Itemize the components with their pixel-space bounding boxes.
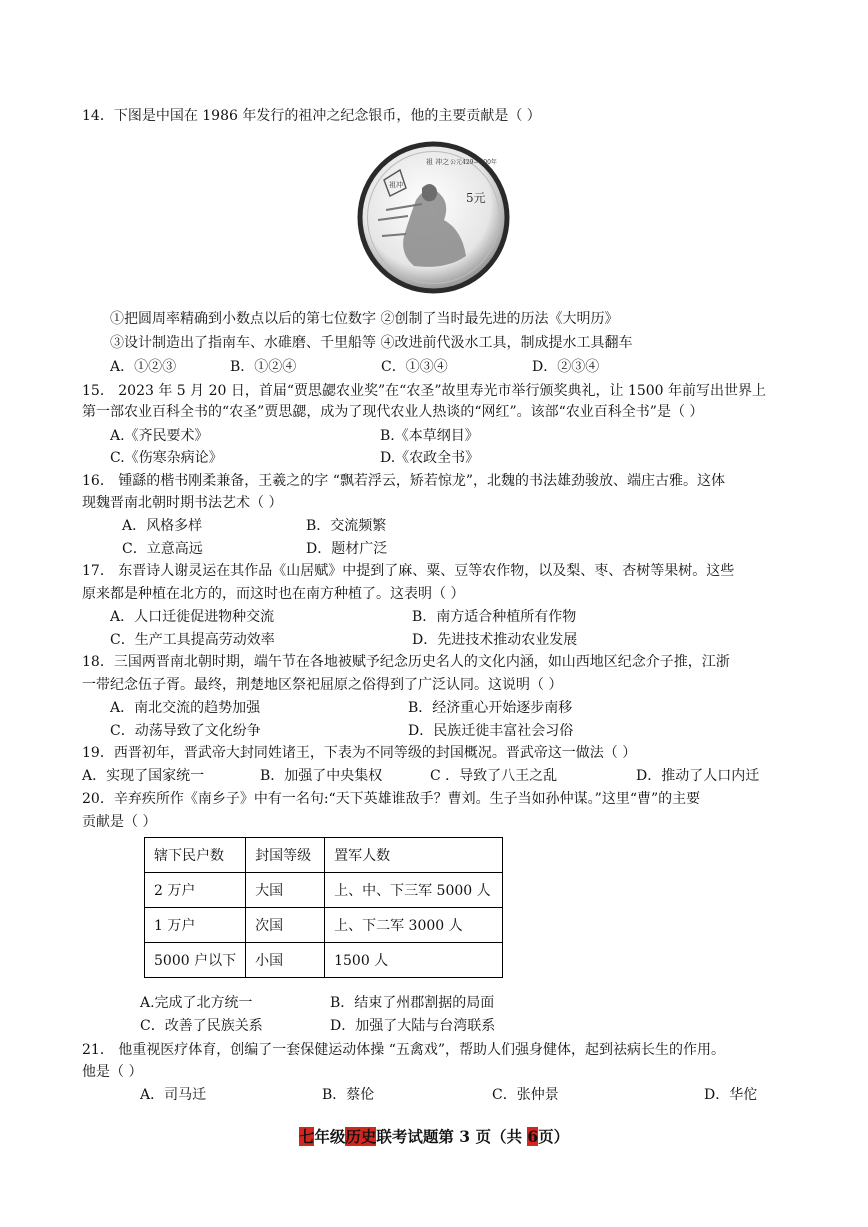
q21-choice-d: D．华佗 — [704, 1087, 758, 1103]
q16-choice-c: C．立意高远 — [122, 541, 203, 557]
q14-choice-b: B．①②④ — [230, 359, 297, 375]
q14-choice-a: A．①②③ — [110, 359, 177, 375]
q18-choice-b: B．经济重心开始逐步南移 — [408, 700, 573, 716]
coin-value: 5元 — [466, 191, 486, 205]
fief-table — [144, 837, 503, 978]
q16-choice-d: D．题材广泛 — [306, 541, 388, 557]
q17-choice-d: D．先进技术推动农业发展 — [412, 632, 578, 648]
q16-choice-a: A．风格多样 — [122, 518, 203, 534]
table-header-cell: 置军人数 — [325, 838, 503, 873]
page-footer — [0, 1125, 868, 1147]
q19-choice-a: A．实现了国家统一 — [82, 768, 205, 784]
q14-choice-c: C．①③④ — [381, 359, 448, 375]
q15-choice-d: D.《农政全书》 — [380, 450, 480, 466]
q17-choice-c: C．生产工具提高劳动效率 — [110, 632, 275, 648]
footer-subject: 历史 — [345, 1127, 377, 1146]
table-header-cell: 辖下民户数 — [145, 838, 246, 873]
q15-line2: 第一部农业百科全书的“农圣”贾思勰，成为了现代农业人热谈的“网红”。该部“农业百科全书”是（ ） — [82, 404, 704, 420]
q17-line1: 17． 东晋诗人谢灵运在其作品《山居赋》中提到了麻、粟、豆等农作物，以及梨、枣、杏树等果树。这些 — [82, 563, 735, 579]
table-cell: 大国 — [246, 873, 325, 908]
q21-line1: 21． 他重视医疗体育，创编了一套保健运动体操 “五禽戏”，帮助人们强身健体，起到祛病长生的作用。 — [82, 1042, 726, 1058]
q15-choice-a: A.《齐民要术》 — [110, 428, 209, 444]
q20-choice-a: A.完成了北方统一 — [140, 995, 253, 1011]
table-cell: 1500 人 — [325, 943, 503, 978]
coin-name: 祖 冲之 — [426, 158, 450, 166]
q17-line2: 原来都是种植在北方的，而这时也在南方种植了。这表明（ ） — [82, 586, 465, 602]
q17-choice-a: A．人口迁徙促进物种交流 — [110, 609, 275, 625]
footer-grade: 七 — [298, 1127, 315, 1146]
q20-choice-c: C．改善了民族关系 — [140, 1018, 263, 1034]
table-cell: 小国 — [246, 943, 325, 978]
q15-choice-c: C.《伤寒杂病论》 — [110, 450, 223, 466]
q21-line2: 他是（ ） — [82, 1064, 143, 1080]
q18-line2: 一带纪念伍子胥。最终，荆楚地区祭祀屈原之俗得到了广泛认同。这说明（ ） — [82, 677, 563, 693]
q19-choice-c: C ．导致了八王之乱 — [430, 768, 558, 784]
footer-text: 页） — [538, 1127, 570, 1146]
q19-choice-b: B．加强了中央集权 — [260, 768, 383, 784]
q20-choice-d: D．加强了大陆与台湾联系 — [330, 1018, 496, 1034]
table-cell: 2 万户 — [145, 873, 246, 908]
q21-choice-a: A．司马迁 — [140, 1087, 207, 1103]
q14-choice-d: D．②③④ — [532, 359, 600, 375]
footer-text: 联考试题第 3 页（共 — [376, 1127, 528, 1146]
q14-options-1: ①把圆周率精确到小数点以后的第七位数字 ②创制了当时最先进的历法《大明历》 — [110, 311, 619, 327]
footer-text: 年级 — [314, 1127, 346, 1146]
q18-choice-a: A．南北交流的趋势加强 — [110, 700, 261, 716]
q16-line1: 16． 锺繇的楷书刚柔兼备，王羲之的字 “飘若浮云，矫若惊龙”，北魏的书法雄劲骏放、端庄古雅。这体 — [82, 473, 726, 489]
coin-image — [356, 140, 511, 295]
coin-seal: 祖冲 — [389, 181, 403, 189]
q14-options-2: ③设计制造出了指南车、水碓磨、千里船等 ④改进前代汲水工具，制成提水工具翻车 — [110, 335, 633, 351]
table-cell: 5000 户以下 — [145, 943, 246, 978]
q18-choice-d: D．民族迁徙丰富社会习俗 — [408, 723, 574, 739]
table-header-cell: 封国等级 — [246, 838, 325, 873]
coin-years: 公元429—500年 — [450, 159, 497, 166]
table-row — [145, 873, 503, 908]
q15-choice-b: B.《本草纲目》 — [380, 428, 479, 444]
table-cell: 上、下二军 3000 人 — [325, 908, 503, 943]
table-header-row — [145, 838, 503, 873]
q18-choice-c: C．动荡导致了文化纷争 — [110, 723, 261, 739]
q16-line2: 现魏晋南北朝时期书法艺术（ ） — [82, 495, 283, 511]
q14-stem: 14．下图是中国在 1986 年发行的祖冲之纪念银币，他的主要贡献是（ ） — [82, 108, 541, 124]
q21-choice-c: C．张仲景 — [492, 1087, 559, 1103]
q15-line1: 15． 2023 年 5 月 20 日，首届“贾思勰农业奖”在“农圣”故里寿光市举行颁奖典礼，让 1500 年前写出世界上 — [82, 383, 767, 399]
q17-choice-b: B．南方适合种植所有作物 — [412, 609, 577, 625]
table-row — [145, 908, 503, 943]
q18-line1: 18．三国两晋南北朝时期，端午节在各地被赋予纪念历史名人的文化内涵，如山西地区纪念介子推，江浙 — [82, 654, 730, 670]
table-row — [145, 943, 503, 978]
q20-choice-b: B．结束了州郡割据的局面 — [330, 995, 495, 1011]
footer-total: 6 — [527, 1127, 539, 1146]
q19-choice-d: D．推动了人口内迁 — [636, 768, 760, 784]
q21-choice-b: B．蔡伦 — [322, 1087, 375, 1103]
table-cell: 次国 — [246, 908, 325, 943]
table-cell: 上、中、下三军 5000 人 — [325, 873, 503, 908]
q19-line1: 19．西晋初年，晋武帝大封同姓诸王，下表为不同等级的封国概况。晋武帝这一做法（ ） — [82, 745, 637, 761]
q20-line2: 贡献是（ ） — [82, 814, 157, 830]
q20-line1: 20．辛弃疾所作《南乡子》中有一名句:“天下英雄谁敌手？曹刘。生子当如孙仲谋。”这里“曹”的主要 — [82, 791, 701, 807]
table-cell: 1 万户 — [145, 908, 246, 943]
q16-choice-b: B．交流频繁 — [306, 518, 387, 534]
